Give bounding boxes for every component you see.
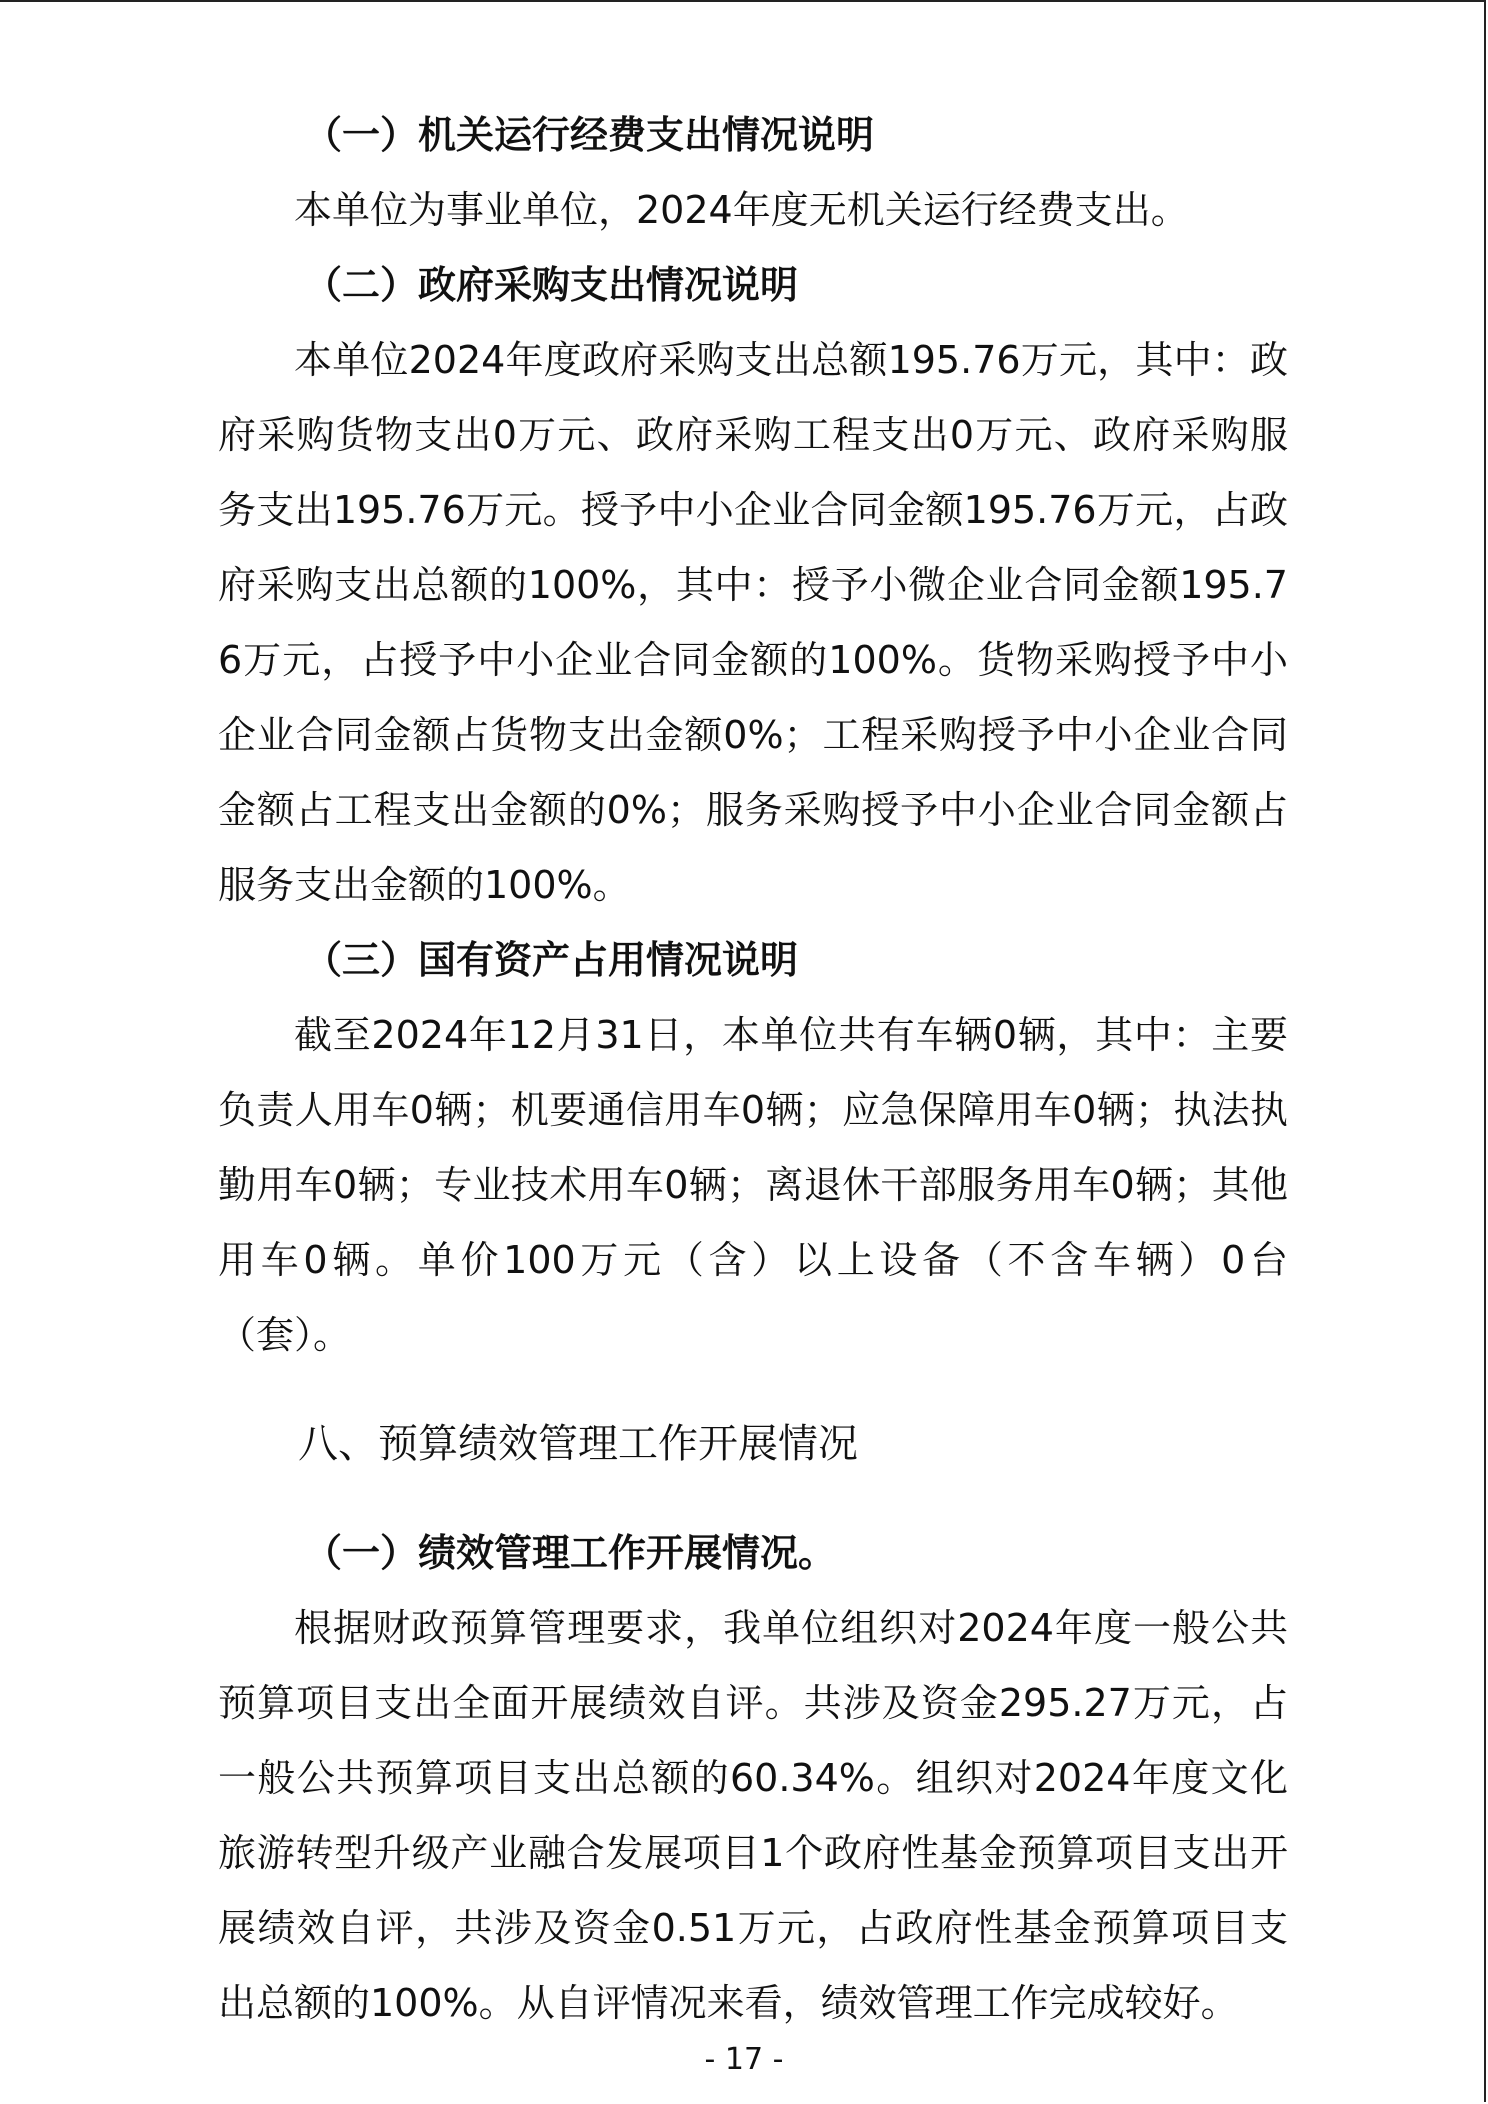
section-heading-state-assets: （三）国有资产占用情况说明: [304, 938, 799, 982]
paragraph-state-assets: 截至2024年12月31日，本单位共有车辆0辆，其中：主要负责人用车0辆；机要通信用车0辆；应急保障用车0辆；执法执勤用车0辆；专业技术用车0辆；离退休干部服务用车0辆；其他用车0辆。单价100万元（含）以上设备（不含车辆）0台（套）。: [218, 1013, 1288, 1357]
section-heading-admin-expenses: （一）机关运行经费支出情况说明: [304, 113, 875, 157]
section-heading-performance: （一）绩效管理工作开展情况。: [304, 1531, 837, 1575]
document-body: [218, 98, 1288, 2041]
paragraph-procurement: 本单位2024年度政府采购支出总额195.76万元，其中：政府采购货物支出0万元、政府采购工程支出0万元、政府采购服务支出195.76万元。授予中小企业合同金额195.76万元，占政府采购支出总额的100%，其中：授予小微企业合同金额195.76万元，占授予中小企业合同金额的100%。货物采购授予中小企业合同金额占货物支出金额0%；工程采购授予中小企业合同金额占工程支出金额的0%；服务采购授予中小企业合同金额占服务支出金额的100%。: [218, 338, 1288, 907]
section-heading-procurement: （二）政府采购支出情况说明: [304, 263, 799, 307]
page-number: - 17 -: [704, 2042, 784, 2077]
chapter-title: 八、预算绩效管理工作开展情况: [298, 1421, 858, 1467]
paragraph-performance: 根据财政预算管理要求，我单位组织对2024年度一般公共预算项目支出全面开展绩效自评。共涉及资金295.27万元，占一般公共预算项目支出总额的60.34%。组织对2024年度文化旅游转型升级产业融合发展项目1个政府性基金预算项目支出开展绩效自评，共涉及资金0.51万元，占政府性基金预算项目支出总额的100%。从自评情况来看，绩效管理工作完成较好。: [218, 1606, 1288, 2025]
paragraph-admin-expenses: 本单位为事业单位，2024年度无机关运行经费支出。: [294, 188, 1189, 232]
